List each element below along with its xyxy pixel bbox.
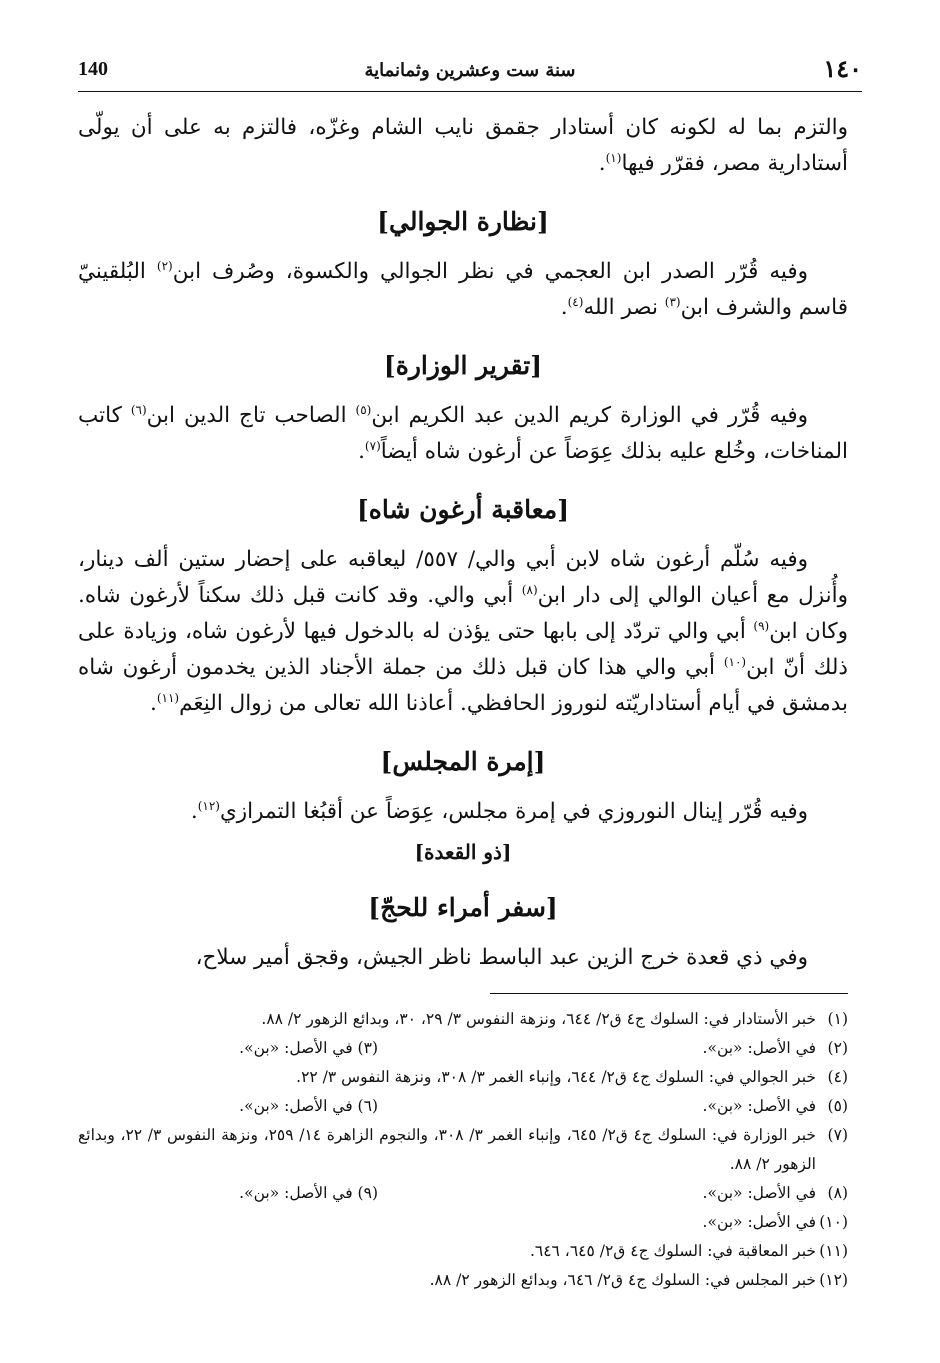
footnote-ref[interactable]: (١٠) [723,654,747,669]
paragraph: وفي ذي قعدة خرج الزين عبد الباسط ناظر الجيش، وقجق أمير سلاح، [195,945,808,970]
footnote-number: (٧) [827,1126,848,1144]
footnote-ref[interactable]: (٧) [364,438,381,453]
footnote-number: (١) [827,1010,848,1028]
footnote-text: خبر الأستادار في: السلوك ج٤ ق٢/ ٦٤٤، ونزهة النفوس ٣/ ٢٩، ٣٠، وبدائع الزهور ٢/ ٨٨. [261,1010,816,1028]
footnote-text: (٩) في الأصل: «بن». [239,1184,378,1202]
paragraph [78,398,848,470]
footnote-number: (٤) [827,1068,848,1086]
text-run: وفيه قُرّر الصدر ابن العجمي في نظر الجوالي والكسوة، وصُرف ابن [172,259,808,284]
text-run: أبي والي هذا كان قبل ذلك من جملة الأجناد الذين يخدمون أرغون شاه بدمشق في أيام أستاداريّته لنوروز الحافظي. أعاذنا الله تعالى من زوال النِعَم [78,655,848,716]
running-header [78,52,862,92]
main-text [78,110,848,976]
text-run: . [190,799,198,824]
footnote-item [78,1092,848,1121]
month-heading: [ذو القعدة] [414,840,512,864]
page-number-latin: 140 [78,58,108,80]
page-number-arabic: ١٤٠ [823,54,862,83]
footnote-ref[interactable]: (١١) [156,690,180,705]
footnote-item [78,1121,848,1179]
footnote-rule [490,993,848,994]
footnote-number: (١١) [819,1242,848,1260]
text-run: . [149,691,157,716]
paragraph [78,110,848,182]
footnote-ref[interactable]: (٢) [156,258,173,273]
footnote-text: خبر الجوالي في: السلوك ج٤ ق٢/ ٦٤٤، وإنباء الغمر ٣/ ٣٠٨، ونزهة النفوس ٣/ ٢٢. [296,1068,816,1086]
section-heading: [معاقبة أرغون شاه] [356,495,570,524]
footnote-text: في الأصل: «بن». [702,1213,816,1231]
footnote-text: (٦) في الأصل: «بن». [239,1097,378,1115]
section-heading: [نظارة الجوالي] [377,207,549,236]
footnote-number: (٨) [827,1184,848,1202]
footnote-ref[interactable]: (٨) [521,582,538,597]
text-run: وفيه قُرّر إينال النوروزي في إمرة مجلس، عِوَضاً عن أقبُغا التمرازي [219,799,808,824]
section-heading: [سفر أمراء للحجّ] [368,893,558,922]
text-run: كاتب المناخات، وخُلع عليه بذلك عِوَضاً عن أرغون شاه أيضاً [78,403,848,464]
footnote-item [78,1208,848,1237]
footnotes [78,1005,848,1295]
footnote-item [78,1179,848,1208]
footnote-text: خبر الوزارة في: السلوك ج٤ ق٢/ ٦٤٥، وإنباء الغمر ٣/ ٣٠٨، والنجوم الزاهرة ١٤/ ٢٥٩، ونزهة النفوس ٣/ ٢٢، وبدائع الزهور ٢/ ٨٨. [78,1126,816,1173]
footnote-ref[interactable]: (٦) [130,402,147,417]
footnote-text: خبر المعاقبة في: السلوك ج٤ ق٢/ ٦٤٥، ٦٤٦. [529,1242,816,1260]
footnote-item [78,1237,848,1266]
text-run: الصاحب تاج الدين ابن [146,403,356,428]
text-run: وفيه قُرّر في الوزارة كريم الدين عبد الكريم ابن [371,403,809,428]
section-heading: [إمرة المجلس] [380,747,546,776]
header-rule [78,91,862,92]
footnote-item [78,1063,848,1092]
footnote-text: خبر المجلس في: السلوك ج٤ ق٢/ ٦٤٦، وبدائع الزهور ٢/ ٨٨. [429,1271,816,1289]
footnote-item [78,1266,848,1295]
footnote-item [78,1005,848,1034]
paragraph [78,794,848,830]
section-heading: [تقرير الوزارة] [383,351,543,380]
footnote-ref[interactable]: (٤) [567,294,584,309]
text-run: أبي والي تردّد إلى بابها حتى يؤذن له بالدخول فيها لأرغون شاه، وزيادة على ذلك أنّ ابن [78,619,848,680]
text-run: والتزم بما له لكونه كان أستادار جقمق نايب الشام وغزّه، فالتزم به على أن يولّى أستادارية مصر، فقرّر فيها [78,115,848,176]
footnote-ref[interactable]: (١٢) [197,798,220,813]
paragraph [78,254,848,326]
text-run: . [560,295,568,320]
footnote-text: في الأصل: «بن». [702,1184,816,1202]
footnote-number: (١٠) [819,1213,848,1231]
footnote-number: (٢) [827,1039,848,1057]
text-run: . [598,151,606,176]
footnote-ref[interactable]: (١) [605,150,622,165]
text-run: وفيه سُلّم أرغون شاه لابن أبي والي/ ٥٥٧/ ليعاقبه على إحضار ستين ألف دينار، وأُنزل مع أعيان الوالي إلى دار ابن [78,547,848,608]
footnote-item [78,1034,848,1063]
footnote-number: (١٢) [819,1271,848,1289]
text-run: . [358,439,365,464]
footnote-ref[interactable]: (٥) [355,402,372,417]
footnote-number: (٥) [827,1097,848,1115]
text-run: نصر الله [583,295,665,320]
footnote-ref[interactable]: (٣) [664,294,681,309]
text-run: البُلقينيّ قاسم والشرف ابن [78,259,848,320]
footnote-text: في الأصل: «بن». [702,1039,816,1057]
paragraph [78,542,848,722]
footnote-text: (٣) في الأصل: «بن». [239,1039,378,1057]
footnote-text: في الأصل: «بن». [702,1097,816,1115]
running-title: سنة ست وعشرين وثمانماية [364,60,576,81]
footnote-ref[interactable]: (٩) [753,618,770,633]
text-run: أبي والي. وقد كانت قبل ذلك سكناً لأرغون شاه. وكان ابن [78,583,848,644]
